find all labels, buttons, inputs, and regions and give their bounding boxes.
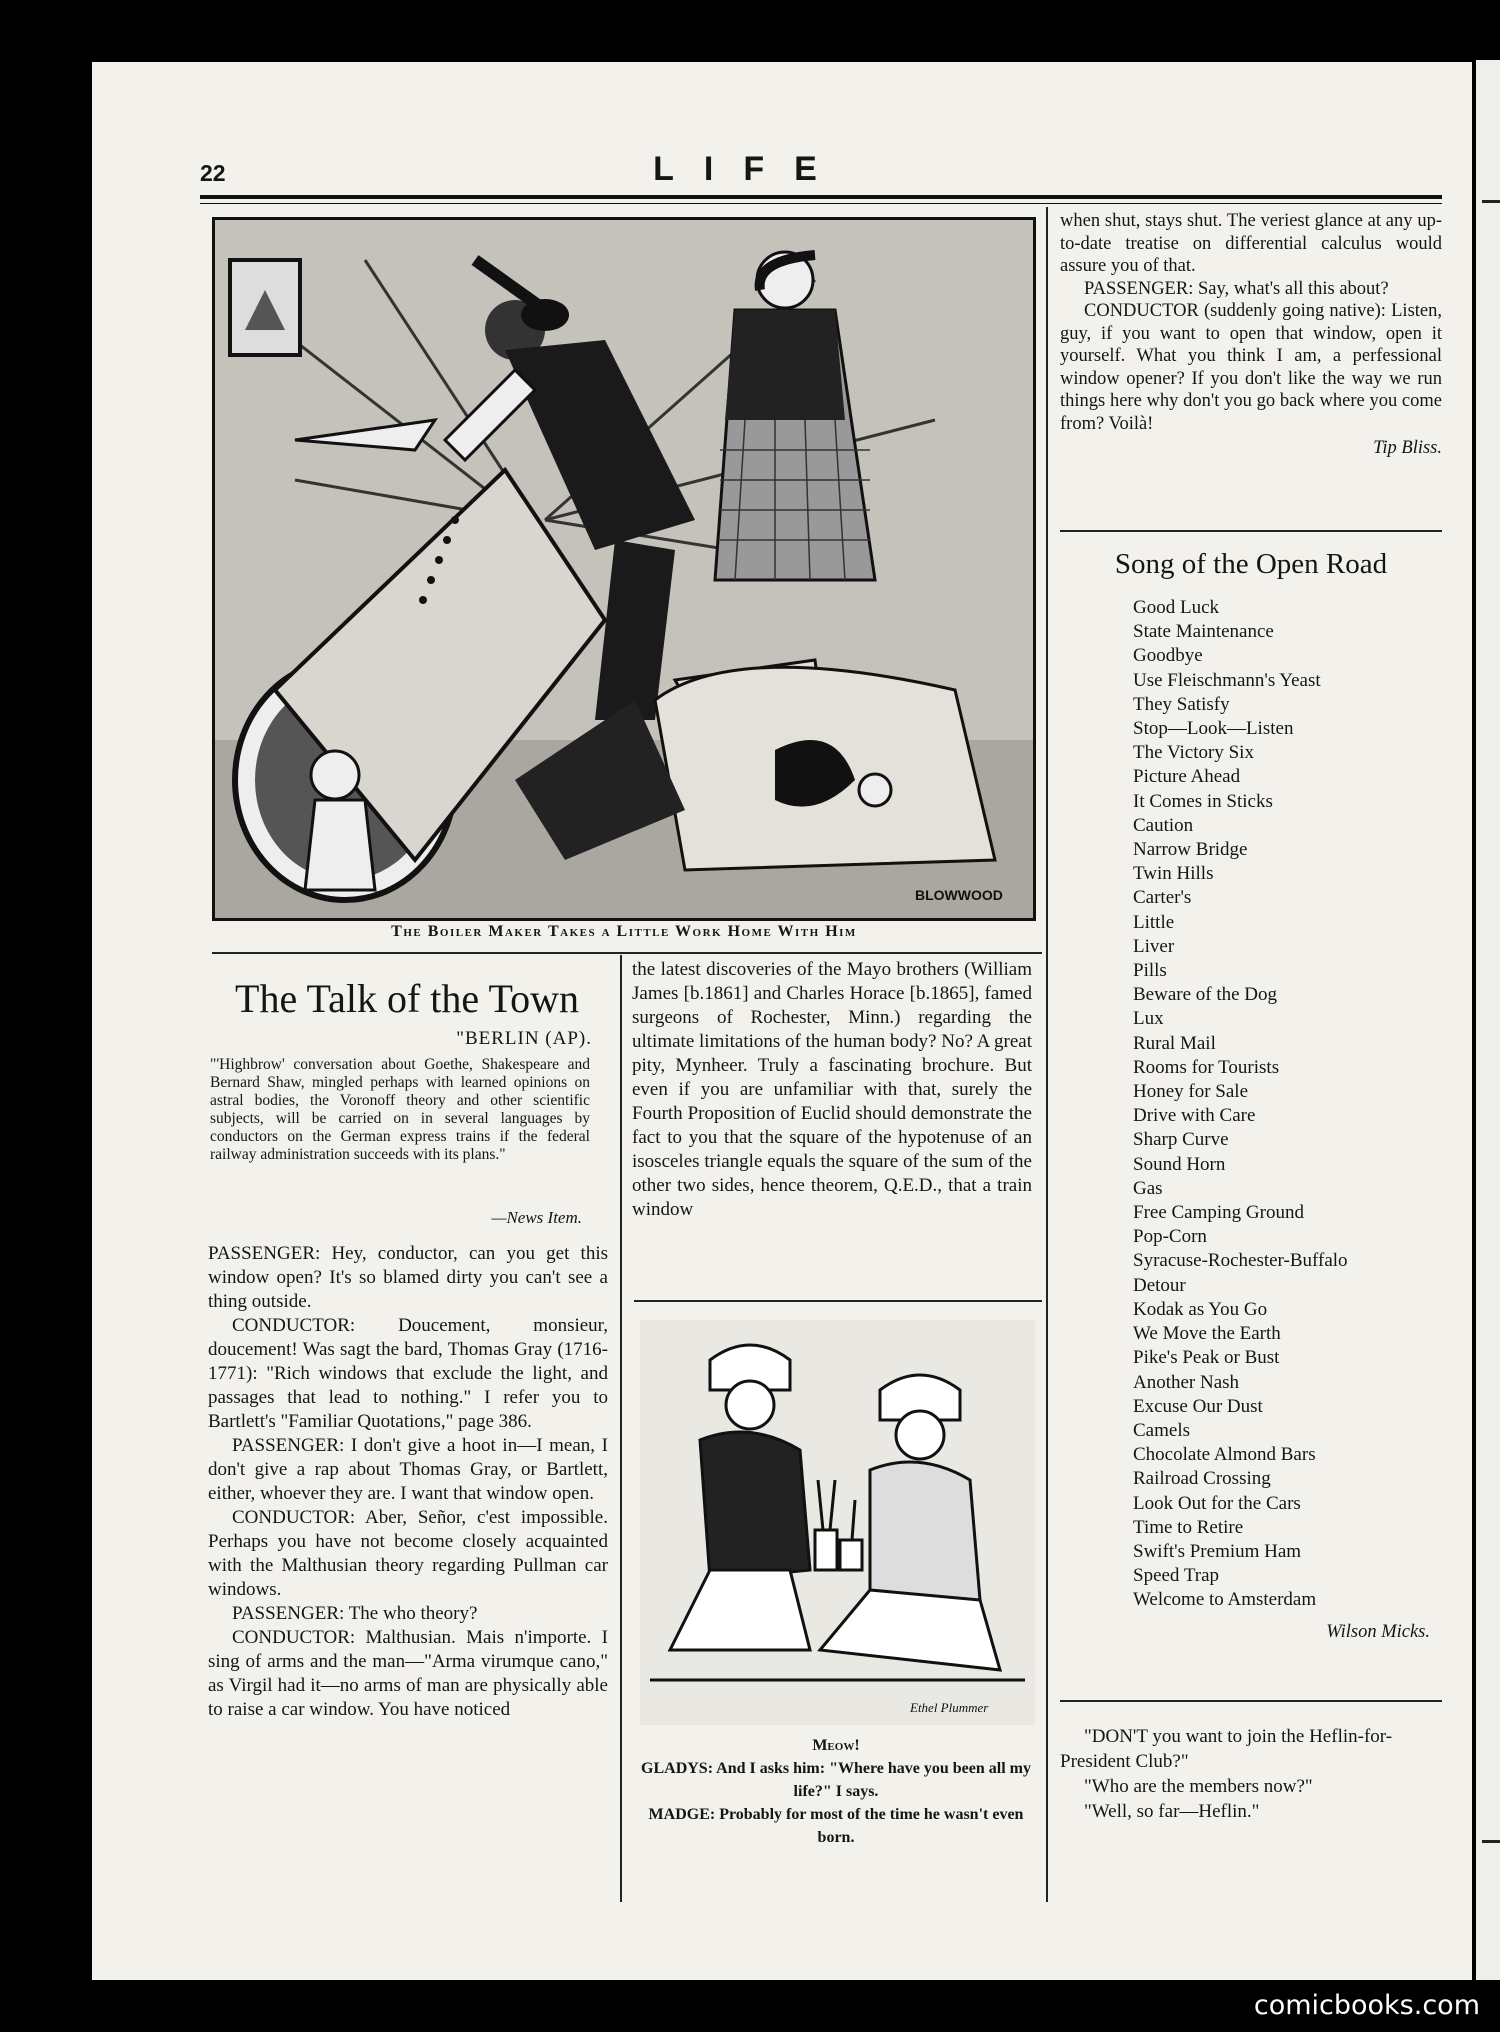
article-epigraph: "'Highbrow' conversation about Goethe, Shakespeare and Bernard Shaw, mingled perhaps with learned opinions on astral bodies, the Voronoff theory and other scientific subjects, will be carried on in several languages by conductors on the German express trains if the federal railway administration succeeds with its plans." xyxy=(210,1056,590,1163)
header-rule-thin xyxy=(200,203,1442,204)
article-paragraph: CONDUCTOR: Malthusian. Mais n'importe. I sing of arms and the man—"Arma virumque cano," as Virgil had it—no arms of man are physically able to raise a car window. You have noticed xyxy=(208,1627,608,1720)
joke-line: "Well, so far—Heflin." xyxy=(1084,1801,1260,1822)
poem-line: Pop-Corn xyxy=(1133,1226,1207,1248)
poem-line: Chocolate Almond Bars xyxy=(1133,1444,1316,1466)
poem-line: Beware of the Dog xyxy=(1133,984,1278,1006)
poem-line: Look Out for the Cars xyxy=(1133,1492,1301,1514)
poem-line: Railroad Crossing xyxy=(1133,1468,1271,1490)
section-rule xyxy=(212,952,1042,954)
article-paragraph: when shut, stays shut. The veriest glance at any up-to-date treatise on differential calculus would assure you of that. xyxy=(1060,211,1442,276)
poem-line: Rooms for Tourists xyxy=(1133,1056,1280,1078)
poem-title: Song of the Open Road xyxy=(1114,548,1388,580)
poem-line: Kodak as You Go xyxy=(1133,1298,1268,1320)
poem-line: Stop—Look—Listen xyxy=(1133,718,1294,740)
poem-line: Rural Mail xyxy=(1133,1032,1216,1054)
poem-line: We Move the Earth xyxy=(1133,1323,1281,1345)
article-paragraph: CONDUCTOR: Doucement, monsieur, doucement! Was sagt the bard, Thomas Gray (1716-1771): "Rich windows that exclude the light, and passages that lead to nothing." I refer you to Bartlett's "Familiar Quotations," page 386. xyxy=(208,1315,608,1432)
poem-lines xyxy=(1133,596,1348,1613)
page-number: 22 xyxy=(200,160,226,186)
joke-top-rule xyxy=(1060,1700,1442,1702)
song-top-rule xyxy=(1060,530,1442,532)
poem-line: Little xyxy=(1133,911,1175,933)
poem-line: Sharp Curve xyxy=(1133,1129,1229,1151)
article-paragraph: the latest discoveries of the Mayo brothers (William James [b.1861] and Charles Horace [b.1865], famed surgeons of Rochester, Minn.) regarding the ultimate limitations of the human body? No? A great pity, Mynheer. Truly a fascinating brochure. But even if you are unfamiliar with that, surely the Fourth Proposition of Euclid should demonstrate the fact to you that the square of the hypotenuse of an isosceles triangle equals the square of the sum of the other two sides, hence theorem, Q.E.D., that a train window xyxy=(632,959,1032,1220)
poem-line: Pike's Peak or Bust xyxy=(1133,1347,1280,1369)
poem-line: Picture Ahead xyxy=(1133,766,1241,788)
poem-line: Good Luck xyxy=(1133,597,1220,618)
watermark: comicbooks.com xyxy=(1253,1990,1480,2021)
illustration2-caption-line: GLADYS: And I asks him: "Where have you been all my life?" I says. xyxy=(641,1760,1031,1800)
poem-line: Pills xyxy=(1133,960,1167,982)
article-column-1 xyxy=(208,1242,608,1722)
illustration2-top-rule xyxy=(634,1300,1042,1302)
poem-line: Liver xyxy=(1133,935,1175,957)
article-title: The Talk of the Town xyxy=(235,976,579,1021)
masthead: LIFE xyxy=(653,150,847,188)
article-paragraph: PASSENGER: Hey, conductor, can you get this window open? It's so blamed dirty you can't see a thing outside. xyxy=(208,1243,608,1312)
illustration2-caption xyxy=(632,1734,1040,1849)
poem-line: Caution xyxy=(1133,814,1194,836)
poem-line: Free Camping Ground xyxy=(1133,1202,1304,1224)
poem-line: Use Fleischmann's Yeast xyxy=(1133,669,1321,691)
poem-line: Carter's xyxy=(1133,887,1192,909)
header-rule xyxy=(200,195,1442,199)
poem-line: Drive with Care xyxy=(1133,1105,1256,1127)
poem-line: Twin Hills xyxy=(1133,863,1214,885)
poem-line: Another Nash xyxy=(1133,1371,1240,1393)
poem-line: Speed Trap xyxy=(1133,1565,1220,1587)
poem-line: Narrow Bridge xyxy=(1133,839,1248,861)
poem-line: Excuse Our Dust xyxy=(1133,1395,1263,1417)
joke-line: "Who are the members now?" xyxy=(1084,1776,1313,1797)
poem-line: Honey for Sale xyxy=(1133,1081,1249,1103)
article-paragraph: PASSENGER: The who theory? xyxy=(232,1603,478,1624)
article-paragraph: CONDUCTOR: Aber, Señor, c'est impossible. Perhaps you have not become closely acquainted with the Malthusian theory regarding Pullman car windows. xyxy=(208,1507,608,1600)
poem-line: They Satisfy xyxy=(1133,693,1230,715)
boiler-maker-illustration xyxy=(212,217,1036,921)
poem-line: Detour xyxy=(1133,1274,1186,1296)
article-paragraph: PASSENGER: I don't give a hoot in—I mean, I don't give a rap about Thomas Gray, or Bartlett, either, whoever they are. I want that window open. xyxy=(208,1435,608,1504)
poem-signature: Wilson Micks. xyxy=(1326,1622,1430,1642)
poem-line: Camels xyxy=(1133,1419,1190,1441)
poem-line: Lux xyxy=(1133,1008,1164,1030)
poem-line: Swift's Premium Ham xyxy=(1133,1540,1302,1562)
article-paragraph: CONDUCTOR (suddenly going native): Listen, guy, if you want to open that window, open it yourself. What you think I am, a perfessional window opener? If you don't like the way we run things here why don't you go back where you come from? Voilà! xyxy=(1060,301,1442,434)
poem-line: Gas xyxy=(1133,1177,1163,1199)
poem-line: Welcome to Amsterdam xyxy=(1133,1589,1317,1611)
epigraph-credit: —News Item. xyxy=(491,1208,582,1227)
poem-line: It Comes in Sticks xyxy=(1133,790,1273,812)
poem-line: State Maintenance xyxy=(1133,621,1274,643)
illustration1-signature: BLOWWOOD xyxy=(915,887,1003,903)
article-signature: Tip Bliss. xyxy=(1373,438,1442,458)
joke-line: "DON'T you want to join the Heflin-for-President Club?" xyxy=(1060,1726,1393,1772)
meow-illustration xyxy=(640,1320,1035,1725)
illustration2-caption-line: MADGE: Probably for most of the time he wasn't even born. xyxy=(648,1806,1024,1846)
poem-line: The Victory Six xyxy=(1133,742,1254,764)
article-column-2 xyxy=(632,958,1032,1222)
poem-line: Goodbye xyxy=(1133,645,1203,667)
illustration1-caption: The Boiler Maker Takes a Little Work Home With Him xyxy=(391,923,857,940)
illustration2-signature: Ethel Plummer xyxy=(910,1700,989,1715)
column-rule-right xyxy=(1046,207,1048,1902)
article-dateline: "BERLIN (AP). xyxy=(456,1028,592,1049)
article-column-3 xyxy=(1060,210,1442,460)
joke xyxy=(1060,1724,1442,1824)
article-paragraph: PASSENGER: Say, what's all this about? xyxy=(1084,278,1389,299)
illustration2-title: Meow! xyxy=(812,1737,860,1754)
column-rule-middle xyxy=(620,955,622,1902)
poem-line: Sound Horn xyxy=(1133,1153,1226,1175)
next-page-edge xyxy=(1476,60,1500,1980)
poem-line: Syracuse-Rochester-Buffalo xyxy=(1133,1250,1348,1272)
poem-line: Time to Retire xyxy=(1133,1516,1244,1538)
